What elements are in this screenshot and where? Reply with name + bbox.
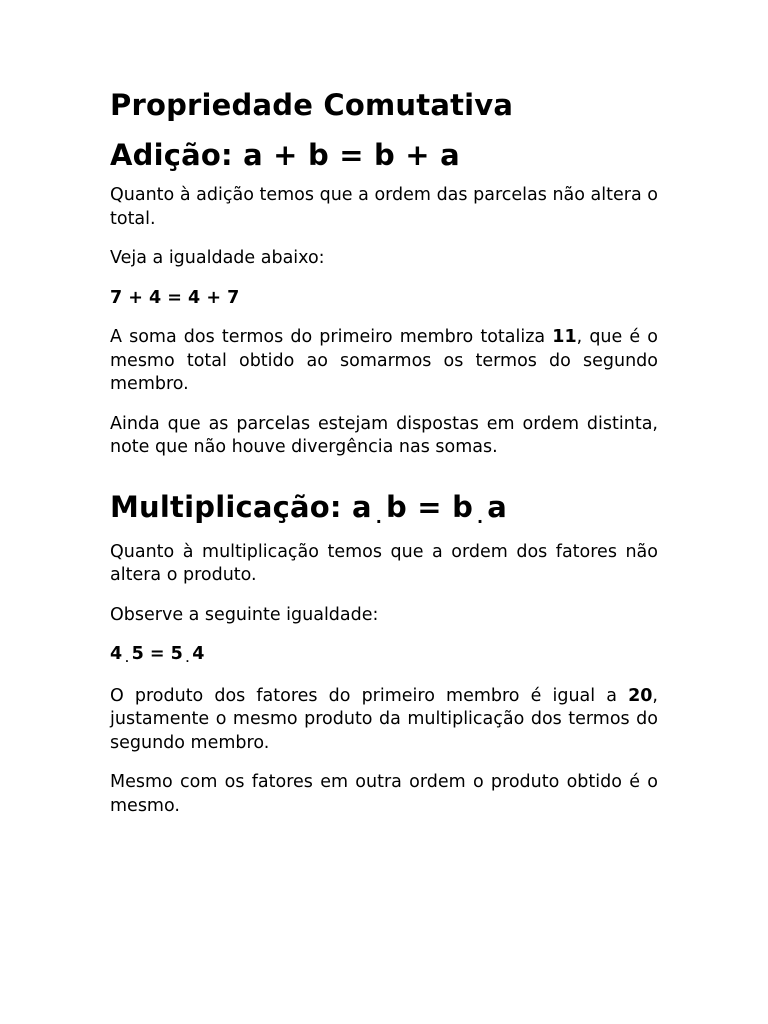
multiplication-paragraph-3-text-a: O produto dos fatores do primeiro membro é igual a — [110, 685, 629, 706]
multiplication-paragraph-1: Quanto à multiplicação temos que a ordem dos fatores não altera o produto. — [110, 541, 658, 585]
multiplication-equation-dot-1: . — [125, 654, 129, 666]
addition-result-value: 11 — [552, 327, 577, 347]
multiplication-equation-part-3: 4 — [192, 644, 205, 664]
addition-paragraph-3 — [110, 326, 658, 397]
multiplication-heading-dot-1: . — [375, 507, 383, 527]
addition-heading: Adição: a + b = b + a — [110, 138, 460, 172]
multiplication-paragraph-3 — [110, 685, 658, 756]
multiplication-heading-part-1: Multiplicação: a — [110, 489, 372, 524]
multiplication-heading-part-2: b = b — [386, 489, 474, 524]
multiplication-paragraph-2: Observe a seguinte igualdade: — [110, 604, 379, 625]
document-title: Propriedade Comutativa — [110, 88, 514, 122]
addition-paragraph-2: Veja a igualdade abaixo: — [110, 248, 325, 268]
multiplication-heading-dot-2: . — [477, 507, 484, 527]
addition-equation: 7 + 4 = 4 + 7 — [110, 287, 240, 308]
addition-paragraph-3-text-b: , que é o mesmo total obtido ao somarmos os termos do segundo membro. — [110, 327, 658, 394]
addition-paragraph-1: Quanto à adição temos que a ordem das parcelas não altera o total. — [110, 185, 658, 229]
multiplication-heading — [110, 486, 658, 533]
multiplication-heading-part-3: a — [487, 489, 508, 524]
multiplication-paragraph-3-text-b: , justamente o mesmo produto da multiplicação dos termos do segundo membro. — [110, 685, 658, 753]
multiplication-result-value: 20 — [628, 685, 653, 706]
multiplication-equation-part-1: 4 — [110, 644, 123, 664]
multiplication-equation-part-2: 5 = 5 — [131, 644, 183, 664]
addition-paragraph-3-text-a: A soma dos termos do primeiro membro totaliza — [110, 327, 553, 347]
multiplication-equation-dot-2: . — [185, 654, 190, 666]
addition-paragraph-4: Ainda que as parcelas estejam dispostas em ordem distinta, note que não houve divergência nas somas. — [110, 413, 658, 457]
multiplication-paragraph-4: Mesmo com os fatores em outra ordem o produto obtido é o mesmo. — [110, 772, 658, 816]
document-page — [110, 84, 658, 834]
multiplication-equation — [110, 643, 658, 669]
